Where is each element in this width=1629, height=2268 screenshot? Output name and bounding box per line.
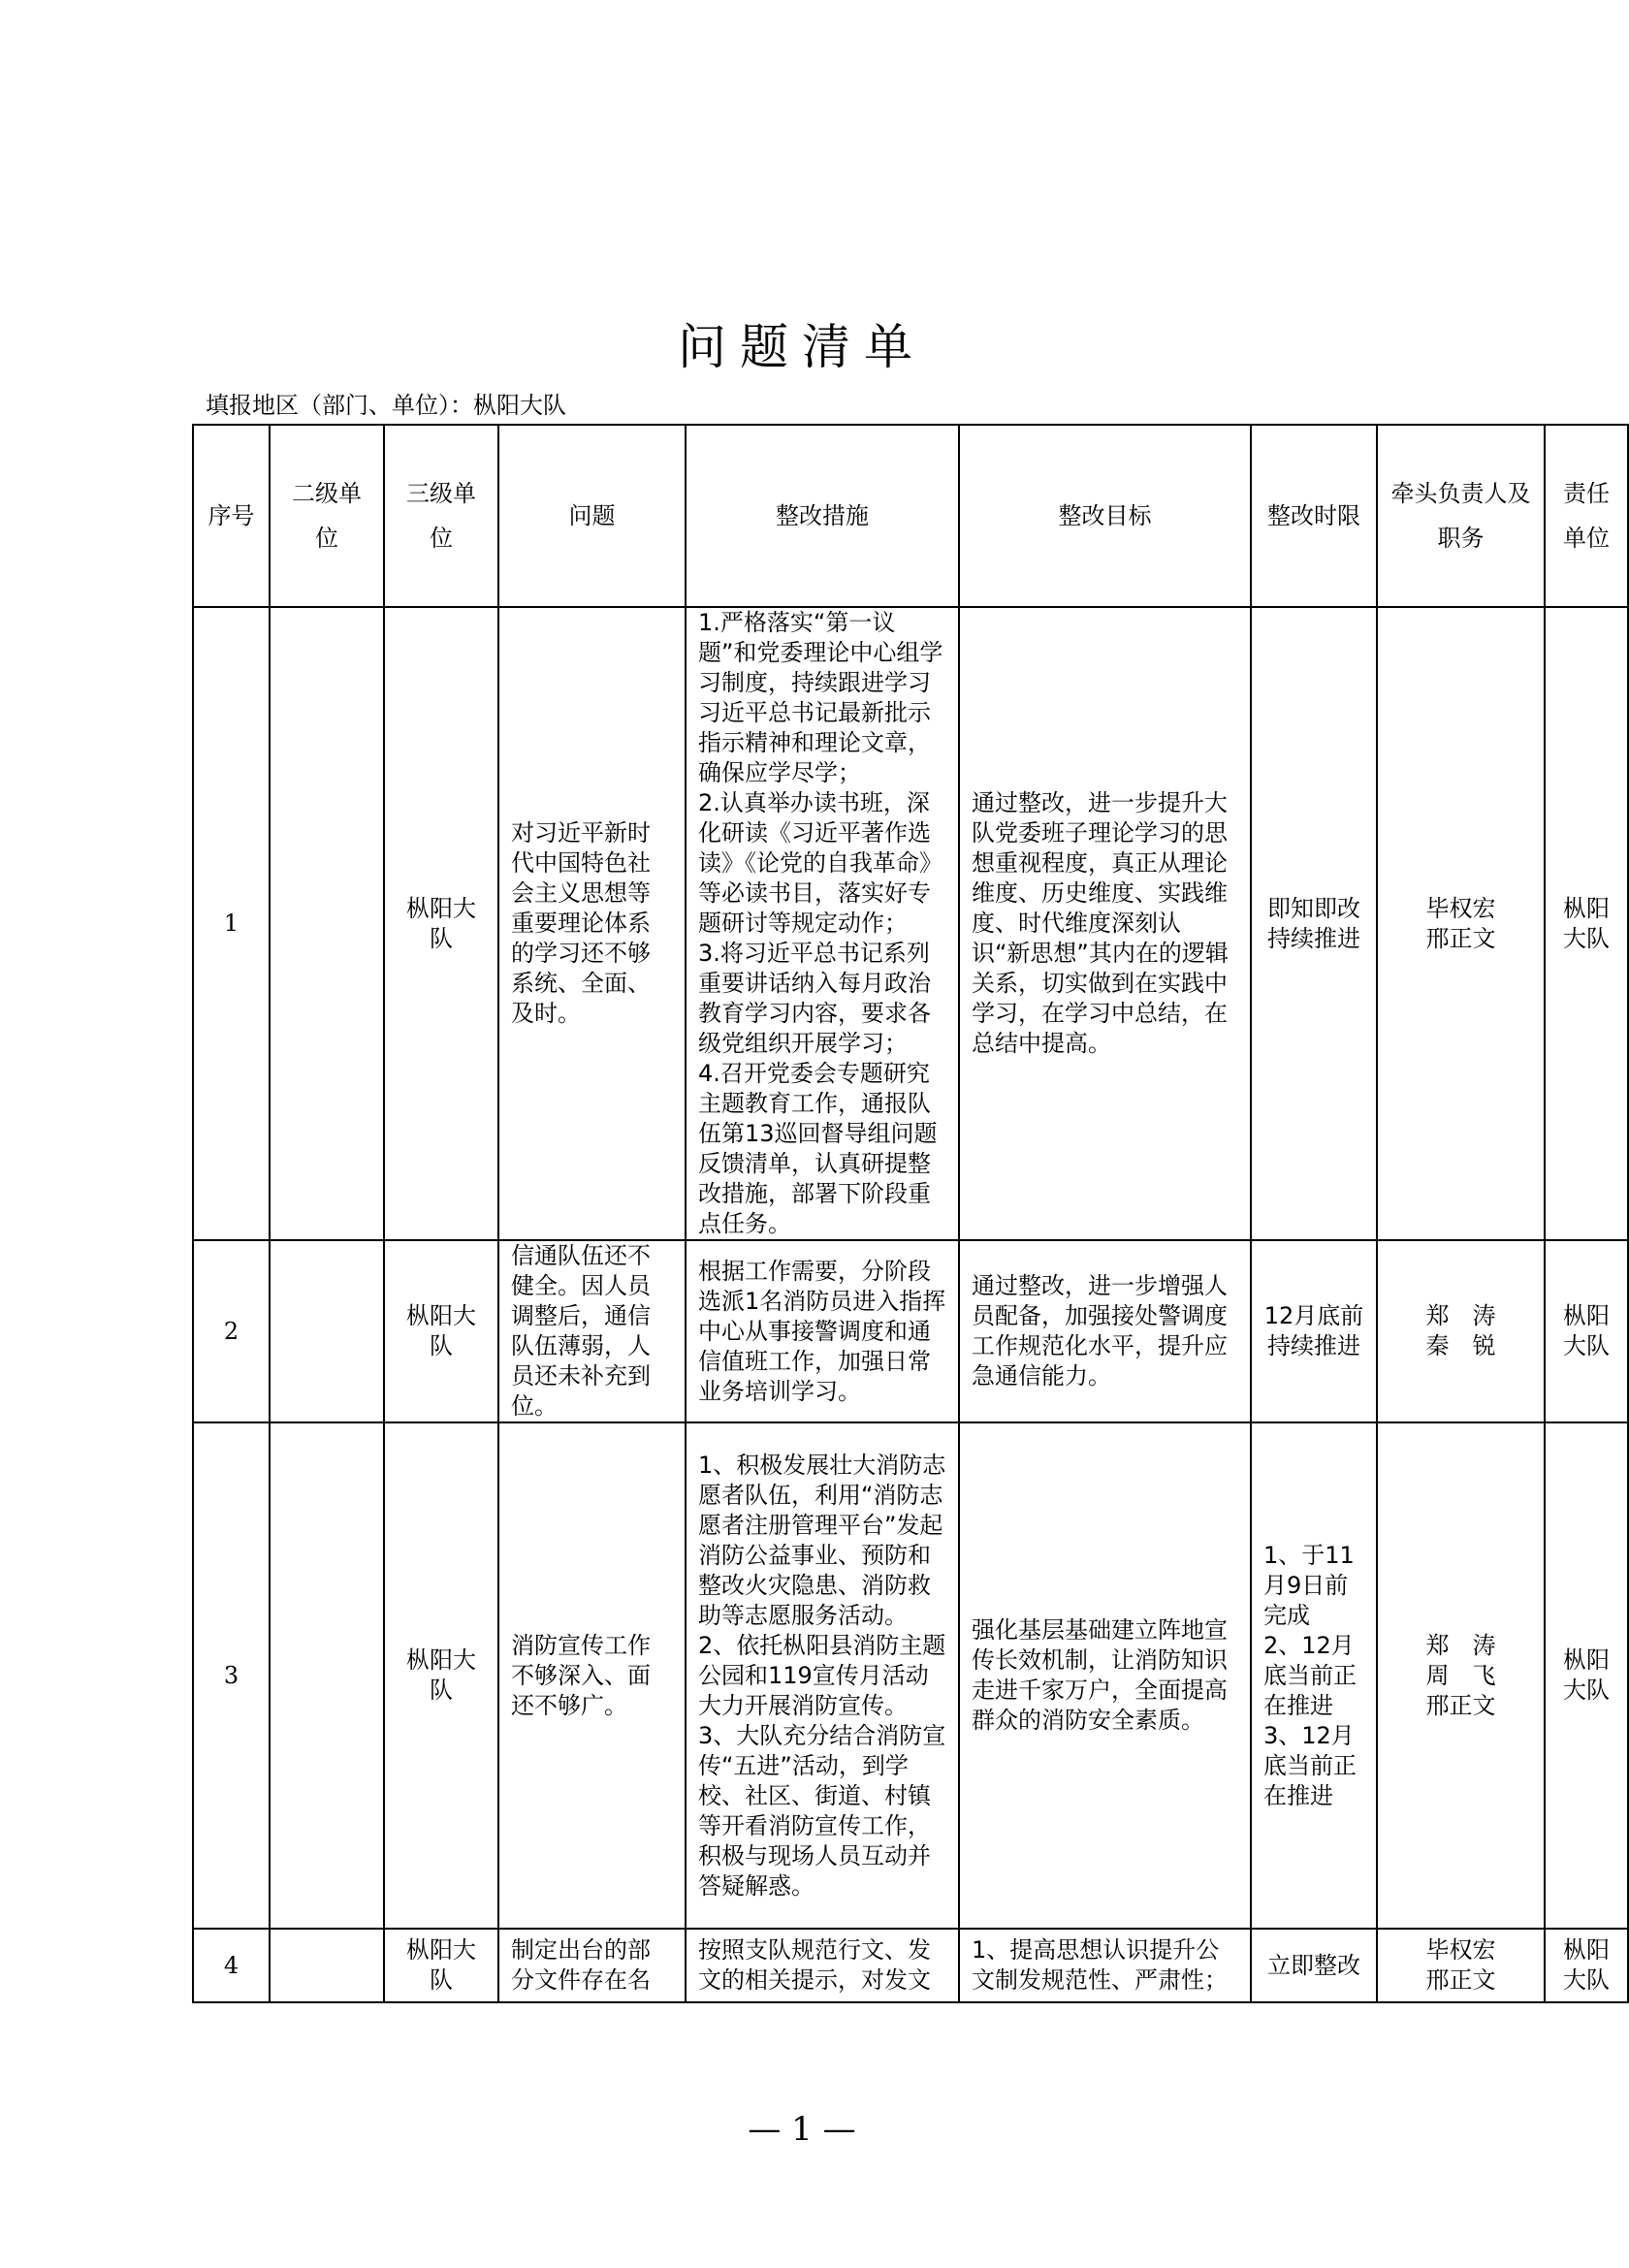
header-cell: 序号 xyxy=(193,425,270,607)
leader-cell: 郑 涛 周 飞 邢正文 xyxy=(1377,1422,1545,1929)
responsible-unit-cell: 枞阳大队 xyxy=(1545,1240,1628,1422)
deadline-cell: 12月底前持续推进 xyxy=(1251,1240,1377,1422)
measures-cell: 根据工作需要，分阶段选派1名消防员进入指挥中心从事接警调度和通信值班工作，加强日常业务培训学习。 xyxy=(686,1240,959,1422)
level2-unit-cell xyxy=(270,1422,384,1929)
goal-cell: 通过整改，进一步增强人员配备，加强接处警调度工作规范化水平，提升应急通信能力。 xyxy=(959,1240,1251,1422)
header-cell: 牵头负责人及职务 xyxy=(1377,425,1545,607)
row-number: 3 xyxy=(193,1422,270,1929)
problem-cell: 制定出台的部分文件存在名 xyxy=(498,1929,686,2002)
problem-cell: 消防宣传工作不够深入、面还不够广。 xyxy=(498,1422,686,1929)
table-row xyxy=(193,1240,1628,1422)
problem-cell: 信通队伍还不健全。因人员调整后，通信队伍薄弱，人员还未补充到位。 xyxy=(498,1240,686,1422)
deadline-cell: 1、于11月9日前完成 2、12月底当前正在推进 3、12月底当前正在推进 xyxy=(1251,1422,1377,1929)
table-header-row xyxy=(193,425,1628,607)
level2-unit-cell xyxy=(270,1240,384,1422)
header-cell: 问题 xyxy=(498,425,686,607)
issue-table xyxy=(192,424,1629,2003)
report-unit-line: 填报地区（部门、单位）：枞阳大队 xyxy=(206,392,566,419)
problem-cell: 对习近平新时代中国特色社会主义思想等重要理论体系的学习还不够系统、全面、及时。 xyxy=(498,607,686,1240)
leader-cell: 郑 涛 秦 锐 xyxy=(1377,1240,1545,1422)
level3-unit-cell: 枞阳大队 xyxy=(384,1240,498,1422)
responsible-unit-cell: 枞阳大队 xyxy=(1545,1929,1628,2002)
level2-unit-cell xyxy=(270,607,384,1240)
row-number: 1 xyxy=(193,607,270,1240)
level2-unit-cell xyxy=(270,1929,384,2002)
measures-cell: 1.严格落实“第一议题”和党委理论中心组学习制度，持续跟进学习习近平总书记最新批示指示精神和理论文章，确保应学尽学； 2.认真举办读书班，深化研读《习近平著作选读》《论党的自我革命》等必读书目，落实好专题研讨等规定动作； 3.将习近平总书记系列重要讲话纳入每月政治教育学习内容，要求各级党组织开展学习； 4.召开党委会专题研究主题教育工作，通报队伍第13巡回督导组问题反馈清单，认真研提整改措施，部署下阶段重点任务。 xyxy=(686,607,959,1240)
level3-unit-cell: 枞阳大队 xyxy=(384,1422,498,1929)
level3-unit-cell: 枞阳大队 xyxy=(384,607,498,1240)
header-cell: 整改时限 xyxy=(1251,425,1377,607)
row-number: 4 xyxy=(193,1929,270,2002)
row-number: 2 xyxy=(193,1240,270,1422)
header-cell: 二级单位 xyxy=(270,425,384,607)
leader-cell: 毕权宏 邢正文 xyxy=(1377,607,1545,1240)
table-row xyxy=(193,1422,1628,1929)
measures-cell: 按照支队规范行文、发文的相关提示，对发文 xyxy=(686,1929,959,2002)
goal-cell: 1、提高思想认识提升公文制发规范性、严肃性； xyxy=(959,1929,1251,2002)
header-cell: 责任单位 xyxy=(1545,425,1628,607)
level3-unit-cell: 枞阳大队 xyxy=(384,1929,498,2002)
header-cell: 三级单位 xyxy=(384,425,498,607)
measures-cell: 1、积极发展壮大消防志愿者队伍，利用“消防志愿者注册管理平台”发起消防公益事业、预防和整改火灾隐患、消防救助等志愿服务活动。 2、依托枞阳县消防主题公园和119宣传月活动大力开展消防宣传。 3、大队充分结合消防宣传“五进”活动，到学校、社区、街道、村镇等开看消防宣传工作，积极与现场人员互动并答疑解惑。 xyxy=(686,1422,959,1929)
goal-cell: 通过整改，进一步提升大队党委班子理论学习的思想重视程度，真正从理论维度、历史维度、实践维度、时代维度深刻认识“新思想”其内在的逻辑关系，切实做到在实践中学习，在学习中总结，在总结中提高。 xyxy=(959,607,1251,1240)
document-title: 问题清单 xyxy=(678,319,926,375)
header-cell: 整改措施 xyxy=(686,425,959,607)
table-row xyxy=(193,1929,1628,2002)
responsible-unit-cell: 枞阳大队 xyxy=(1545,607,1628,1240)
page-number: — 1 — xyxy=(748,2110,856,2149)
leader-cell: 毕权宏 邢正文 xyxy=(1377,1929,1545,2002)
deadline-cell: 即知即改持续推进 xyxy=(1251,607,1377,1240)
deadline-cell: 立即整改 xyxy=(1251,1929,1377,2002)
table-row xyxy=(193,607,1628,1240)
goal-cell: 强化基层基础建立阵地宣传长效机制，让消防知识走进千家万户，全面提高群众的消防安全素质。 xyxy=(959,1422,1251,1929)
responsible-unit-cell: 枞阳大队 xyxy=(1545,1422,1628,1929)
header-cell: 整改目标 xyxy=(959,425,1251,607)
